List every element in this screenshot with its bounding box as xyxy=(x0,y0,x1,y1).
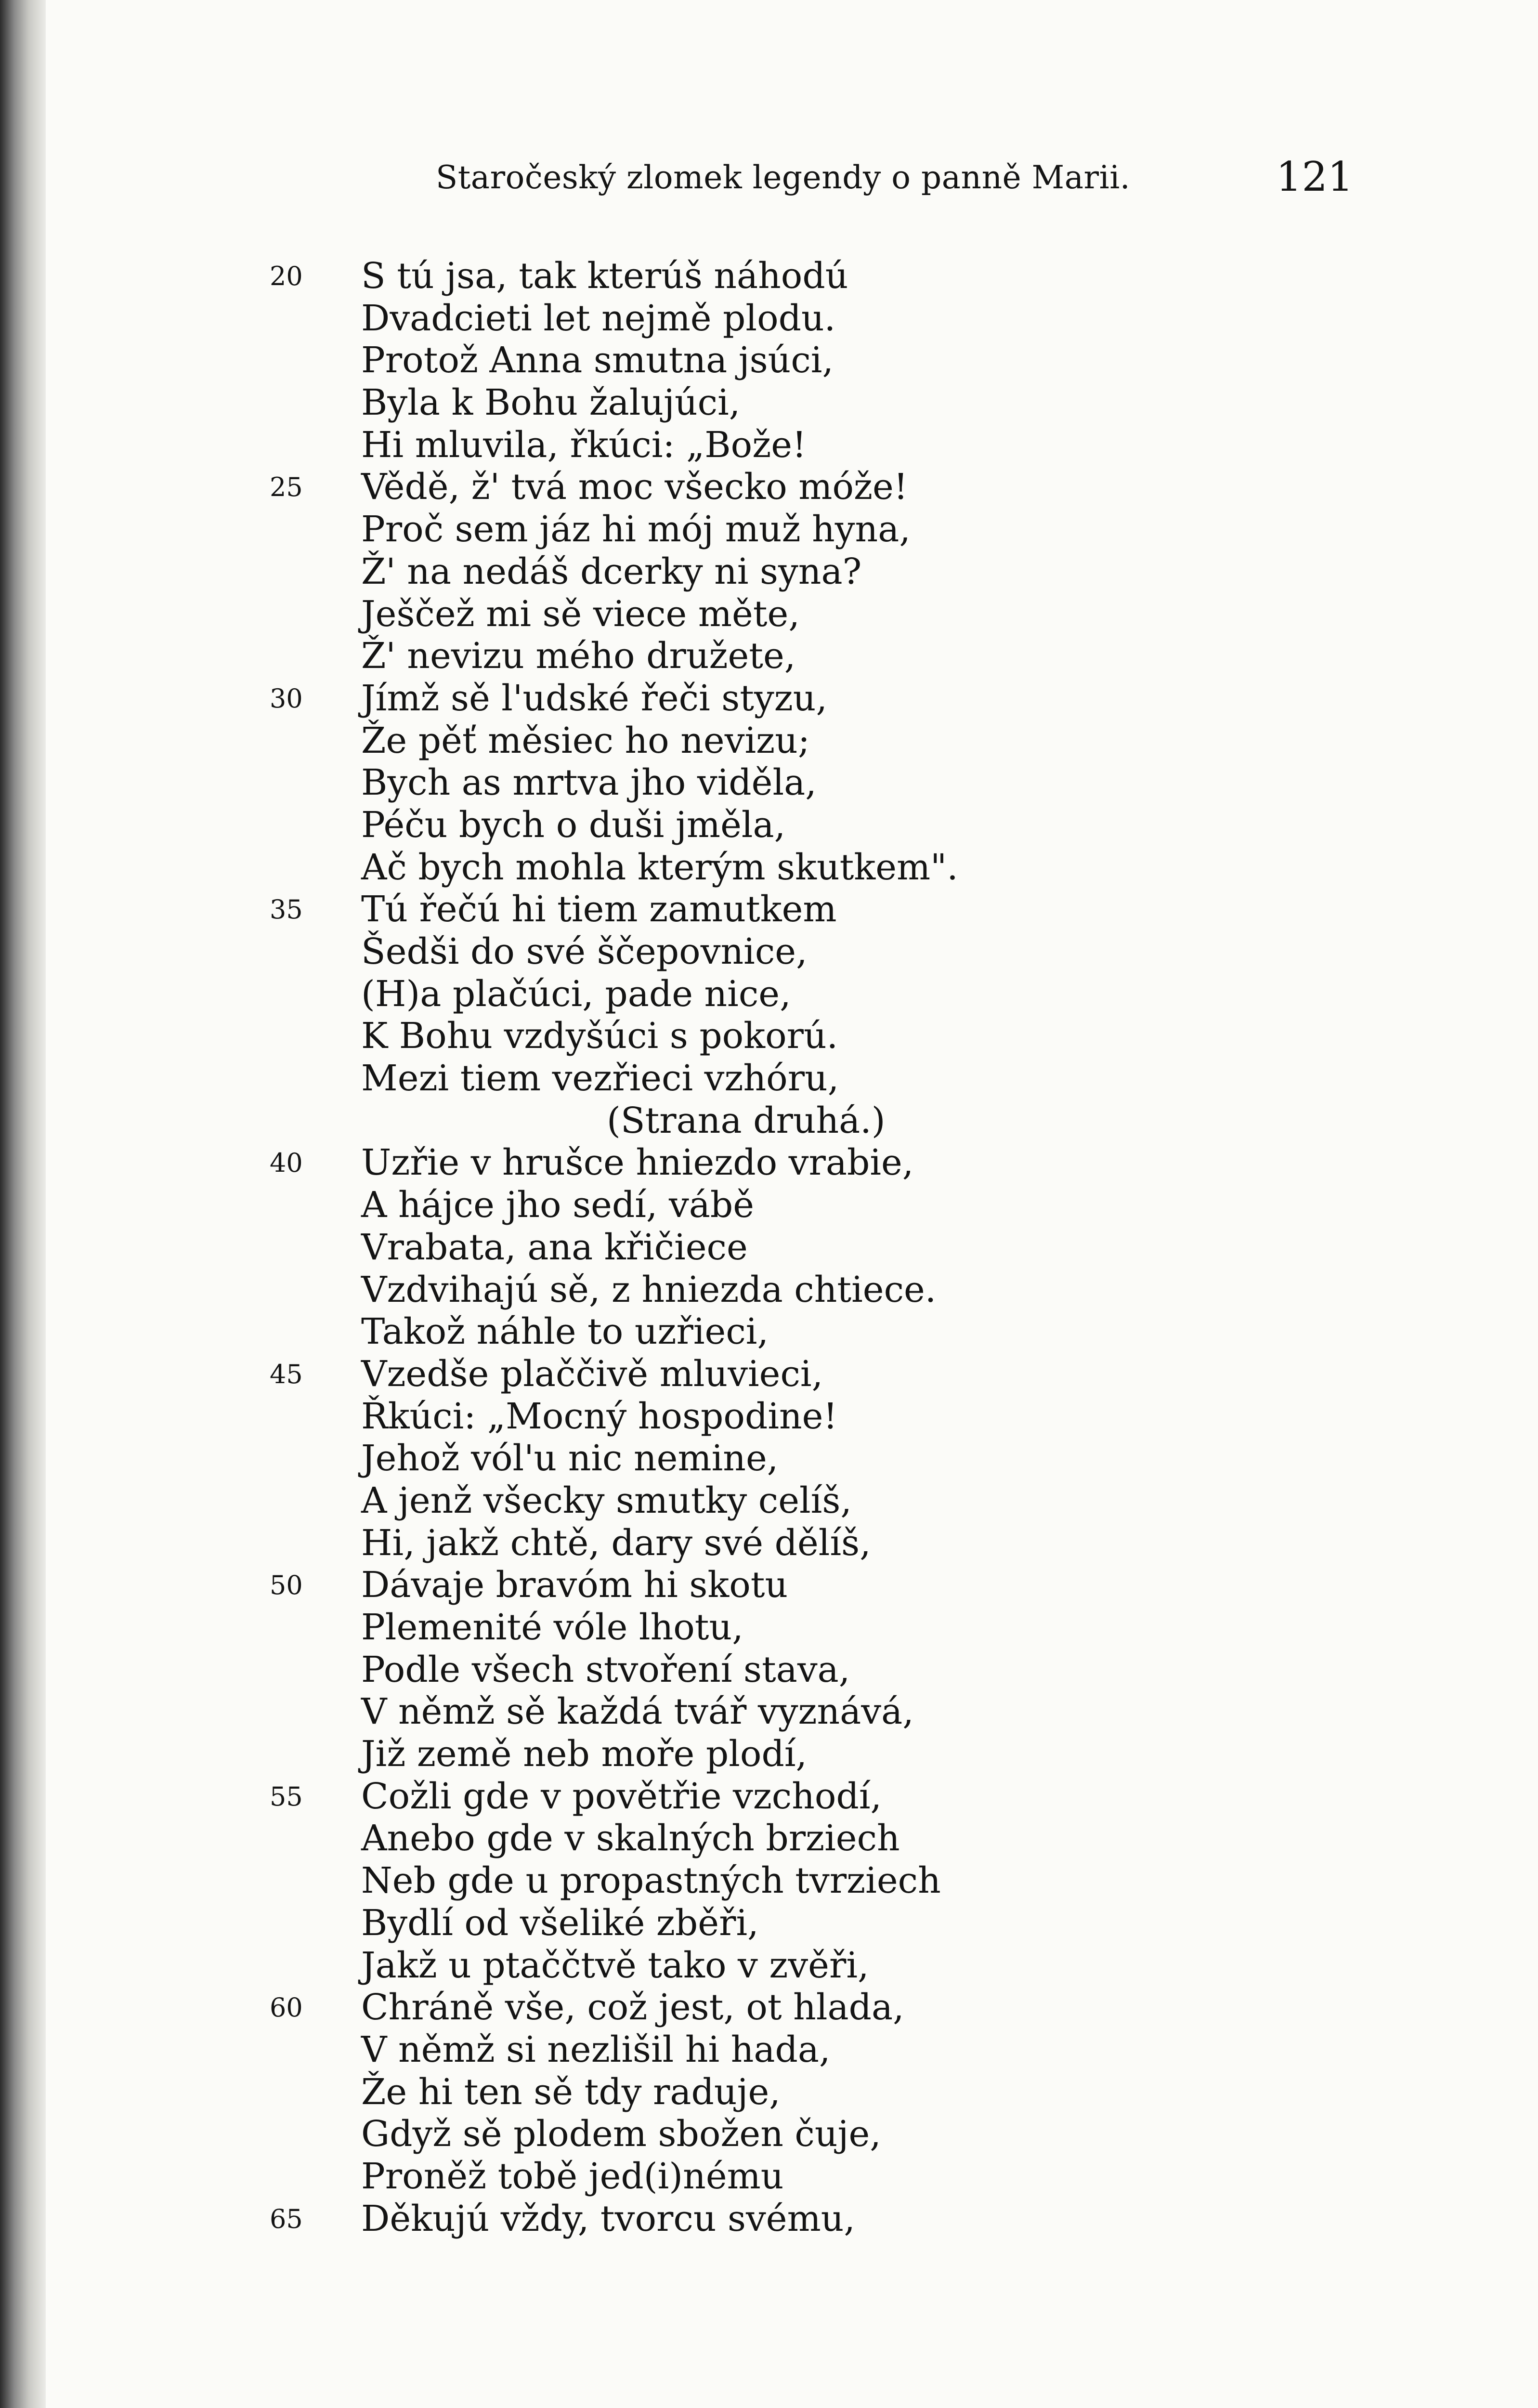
line-number: 30 xyxy=(270,683,303,714)
verse-line xyxy=(270,1058,1425,1100)
verse-line xyxy=(270,424,1425,467)
verse-text: V němž sě každá tvář vyznává, xyxy=(361,1691,914,1733)
verse-text: Řkúci: „Mocný hospodine! xyxy=(361,1395,838,1437)
verse-block-2 xyxy=(270,1142,1425,2240)
verse-text: Již země neb moře plodí, xyxy=(361,1733,808,1775)
running-header: Staročeský zlomek legendy o panně Marii. xyxy=(436,159,1131,196)
verse-line xyxy=(270,973,1425,1016)
verse-text: Uzřie v hrušce hniezdo vrabie, xyxy=(361,1142,914,1184)
verse-line xyxy=(270,1438,1425,1480)
verse-text: K Bohu vzdyšúci s pokorú. xyxy=(361,1015,838,1057)
verse-text: Proč sem jáz hi mój muž hyna, xyxy=(361,509,911,550)
verse-line xyxy=(270,1522,1425,1565)
verse-text: Bydlí od všeliké zběři, xyxy=(361,1902,759,1944)
verse-line xyxy=(270,678,1425,720)
verse-text: Neb gde u propastných tvrziech xyxy=(361,1860,941,1902)
verse-line xyxy=(270,804,1425,847)
verse-text: Jakž u ptaččtvě tako v zvěři, xyxy=(361,1944,869,1986)
line-number: 45 xyxy=(270,1359,303,1389)
verse-text: Péču bych o duši jměla, xyxy=(361,804,786,846)
line-number: 60 xyxy=(270,1992,303,2023)
verse-line xyxy=(270,635,1425,678)
verse-line xyxy=(270,1987,1425,2029)
verse-text: Hi, jakž chtě, dary své dělíš, xyxy=(361,1522,871,1564)
verse-line xyxy=(270,1607,1425,1649)
verse-text: Jímž sě l'udské řeči styzu, xyxy=(361,677,827,719)
verse-line xyxy=(270,298,1425,340)
verse-line xyxy=(270,720,1425,762)
verse-text: Cožli gde v povětřie vzchodí, xyxy=(361,1775,882,1817)
line-number: 20 xyxy=(270,261,303,291)
verse-text: Takož náhle to uzřieci, xyxy=(361,1311,769,1353)
verse-line xyxy=(270,1860,1425,1902)
verse-text: Bych as mrtva jho viděla, xyxy=(361,762,817,804)
verse-line xyxy=(270,1776,1425,1818)
verse-text: Šedši do své ščepovnice, xyxy=(361,931,808,972)
verse-line xyxy=(270,847,1425,889)
verse-line xyxy=(270,1184,1425,1227)
verse-text: Že hi ten sě tdy raduje, xyxy=(361,2071,781,2113)
verse-line xyxy=(270,1269,1425,1311)
verse-text: Byla k Bohu žalujúci, xyxy=(361,382,741,424)
verse-text: Vzdvihajú sě, z hniezda chtiece. xyxy=(361,1269,937,1310)
verse-text: V němž si nezlišil hi hada, xyxy=(361,2028,831,2070)
verse-line xyxy=(270,1691,1425,1733)
line-number: 55 xyxy=(270,1781,303,1812)
verse-line xyxy=(270,2029,1425,2071)
verse-text: S tú jsa, tak kterúš náhodú xyxy=(361,255,848,297)
line-number: 35 xyxy=(270,894,303,925)
verse-text: Dvadcieti let nejmě plodu. xyxy=(361,297,836,339)
verse-line xyxy=(270,509,1425,551)
book-spine-shadow xyxy=(0,0,46,2408)
line-number: 25 xyxy=(270,472,303,503)
verse-line xyxy=(270,1227,1425,1269)
verse-text: Tú řečú hi tiem zamutkem xyxy=(361,889,837,930)
verse-line xyxy=(270,1818,1425,1860)
verse-text: A hájce jho sedí, vábě xyxy=(361,1184,755,1226)
verse-text: Anebo gde v skalných brziech xyxy=(361,1818,900,1859)
verse-line xyxy=(270,2156,1425,2198)
verse-text: Gdyž sě plodem sbožen čuje, xyxy=(361,2113,881,2155)
verse-text: Vědě, ž' tvá moc všecko móže! xyxy=(361,466,908,508)
verse-text: Plemenité vóle lhotu, xyxy=(361,1607,743,1648)
verse-line xyxy=(270,2071,1425,2114)
verse-text: Vzedše plaččivě mluvieci, xyxy=(361,1353,823,1395)
verse-text: Dávaje bravóm hi skotu xyxy=(361,1564,788,1606)
verse-line xyxy=(270,2198,1425,2240)
verse-text: Proněž tobě jed(i)nému xyxy=(361,2155,784,2197)
verse-text: Ač bych mohla kterým skutkem". xyxy=(361,846,958,888)
verse-line xyxy=(270,1649,1425,1691)
verse-text: Ž' na nedáš dcerky ni syna? xyxy=(361,550,862,592)
verse-line xyxy=(270,931,1425,973)
verse-line xyxy=(270,762,1425,804)
page-number: 121 xyxy=(1276,153,1354,200)
verse-text: Ješčež mi sě viece měte, xyxy=(361,593,800,635)
verse-line xyxy=(270,593,1425,636)
verse-line xyxy=(270,255,1425,298)
verse-text: A jenž všecky smutky celíš, xyxy=(361,1479,852,1521)
verse-line xyxy=(270,1480,1425,1522)
verse-line xyxy=(270,1902,1425,1945)
verse-text: Podle všech stvoření stava, xyxy=(361,1649,850,1690)
verse-line xyxy=(270,2113,1425,2156)
verse-line xyxy=(270,340,1425,382)
verse-line xyxy=(270,1353,1425,1396)
verse-text: Mezi tiem vezřieci vzhóru, xyxy=(361,1058,839,1099)
section-break-label: (Strana druhá.) xyxy=(607,1099,886,1141)
verse-column xyxy=(270,255,1425,2240)
verse-text: Že pěť měsiec ho nevizu; xyxy=(361,720,810,761)
verse-line xyxy=(270,1733,1425,1776)
verse-line xyxy=(270,1564,1425,1607)
line-number: 50 xyxy=(270,1570,303,1601)
verse-block-1 xyxy=(270,255,1425,1100)
verse-text: Chráně vše, což jest, ot hlada, xyxy=(361,1987,904,2028)
verse-text: Hi mluvila, řkúci: „Bože! xyxy=(361,424,807,466)
section-break xyxy=(270,1100,1425,1142)
verse-text: Protož Anna smutna jsúci, xyxy=(361,340,834,381)
verse-line xyxy=(270,1311,1425,1353)
verse-line xyxy=(270,551,1425,593)
verse-line xyxy=(270,1142,1425,1184)
verse-line xyxy=(270,382,1425,424)
line-number: 65 xyxy=(270,2203,303,2234)
verse-line xyxy=(270,466,1425,509)
verse-text: Ž' nevizu mého družete, xyxy=(361,635,796,677)
verse-text: Vrabata, ana křičiece xyxy=(361,1226,748,1268)
verse-line xyxy=(270,889,1425,931)
verse-line xyxy=(270,1396,1425,1438)
line-number: 40 xyxy=(270,1148,303,1178)
verse-text: Děkujú vždy, tvorcu svému, xyxy=(361,2198,855,2239)
verse-text: Jehož vól'u nic nemine, xyxy=(361,1438,779,1479)
verse-line xyxy=(270,1015,1425,1058)
verse-text: (H)a plačúci, pade nice, xyxy=(361,973,791,1015)
verse-line xyxy=(270,1945,1425,1987)
